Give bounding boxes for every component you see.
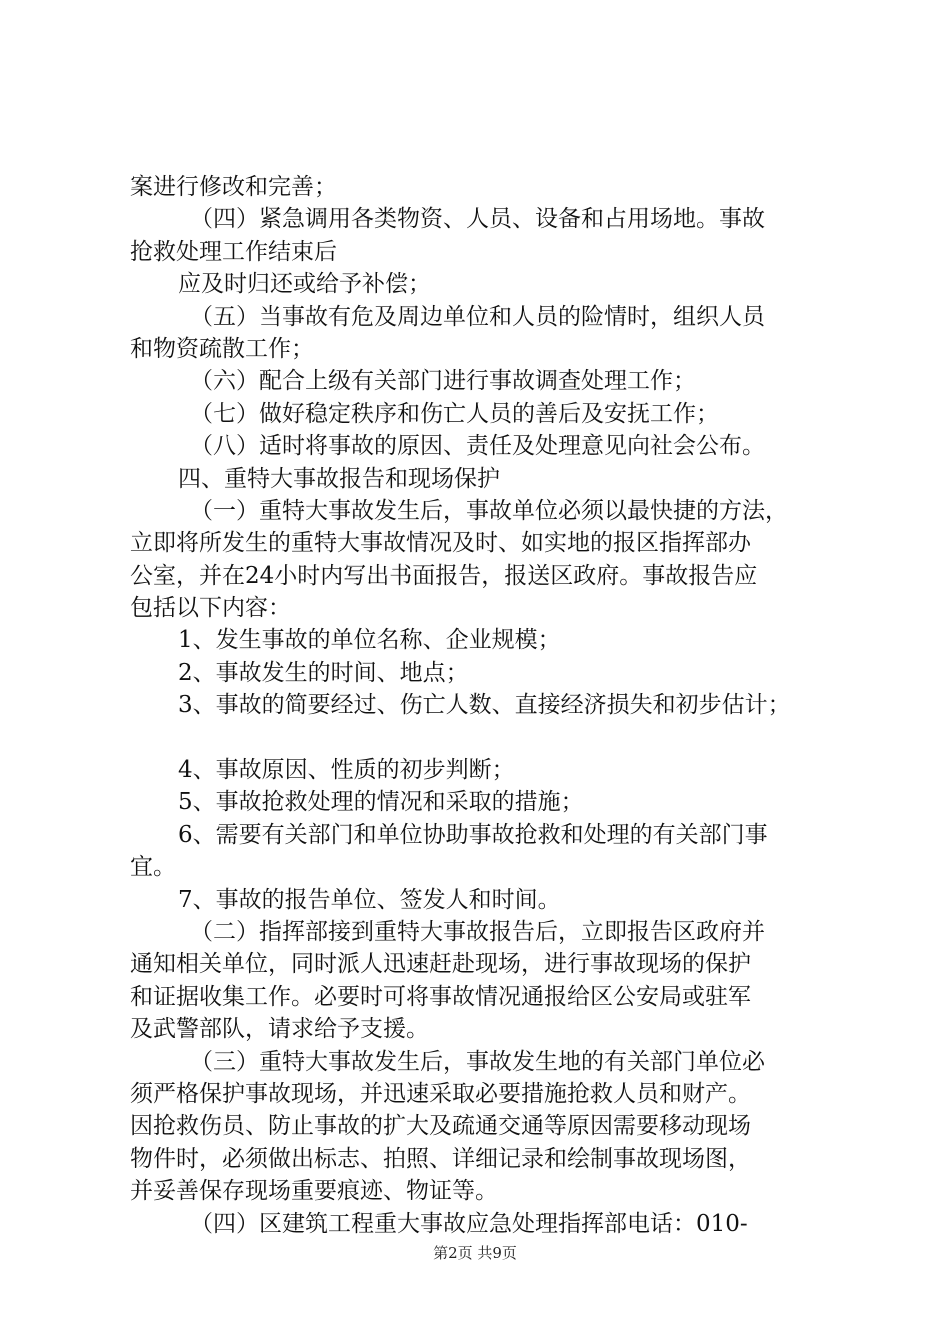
text-line: （四）区建筑工程重大事故应急处理指挥部电话：010-	[190, 1210, 748, 1237]
text-line: （二）指挥部接到重特大事故报告后，立即报告区政府并	[190, 918, 765, 945]
text-line: 通知相关单位，同时派人迅速赶赴现场，进行事故现场的保护	[130, 951, 751, 978]
text-line: 应及时归还或给予补偿；	[178, 271, 431, 298]
text-line: （五）当事故有危及周边单位和人员的险情时，组织人员	[190, 303, 765, 330]
text-line: 和物资疏散工作；	[130, 335, 314, 362]
blank-line	[130, 722, 840, 754]
text-line: 4、事故原因、性质的初步判断；	[178, 757, 515, 784]
document-body	[130, 171, 840, 1240]
text-line: 案进行修改和完善；	[130, 174, 337, 200]
text-line: （七）做好稳定秩序和伤亡人员的善后及安抚工作；	[190, 400, 719, 427]
text-line: （一）重特大事故发生后，事故单位必须以最快捷的方法，	[190, 497, 788, 524]
text-line: 及武警部队，请求给予支援。	[130, 1016, 429, 1043]
text-line: 6、需要有关部门和单位协助事故抢救和处理的有关部门事	[178, 821, 768, 848]
text-line: （四）紧急调用各类物资、人员、设备和占用场地。事故	[190, 206, 765, 233]
text-line: 须严格保护事故现场，并迅速采取必要措施抢救人员和财产。	[130, 1080, 751, 1107]
text-line: （八）适时将事故的原因、责任及处理意见向社会公布。	[190, 433, 765, 460]
text-line: 7、事故的报告单位、签发人和时间。	[178, 886, 561, 913]
text-line: 1、发生事故的单位名称、企业规模；	[178, 627, 561, 654]
text-line: 包括以下内容：	[130, 595, 291, 622]
text-line: 四、重特大事故报告和现场保护	[178, 465, 500, 492]
page-footer: 第2页 共9页	[433, 1244, 517, 1262]
text-line: 立即将所发生的重特大事故情况及时、如实地的报区指挥部办	[130, 530, 751, 557]
text-line: （三）重特大事故发生后，事故发生地的有关部门单位必	[190, 1048, 765, 1075]
text-line: 3、事故的简要经过、伤亡人数、直接经济损失和初步估计；	[178, 692, 791, 719]
text-line: 5、事故抢救处理的情况和采取的措施；	[178, 789, 584, 816]
text-line: 因抢救伤员、防止事故的扩大及疏通交通等原因需要移动现场	[130, 1113, 751, 1140]
text-line: 2、事故发生的时间、地点；	[178, 659, 469, 686]
text-line: 物件时，必须做出标志、拍照、详细记录和绘制事故现场图，	[130, 1145, 751, 1172]
text-line: 抢救处理工作结束后	[130, 238, 337, 265]
text-line: 宜。	[130, 854, 176, 881]
text-line: 公室，并在24小时内写出书面报告，报送区政府。事故报告应	[130, 562, 758, 589]
text-line: 并妥善保存现场重要痕迹、物证等。	[130, 1178, 498, 1205]
text-line: （六）配合上级有关部门进行事故调查处理工作；	[190, 368, 696, 395]
text-line: 和证据收集工作。必要时可将事故情况通报给区公安局或驻军	[130, 983, 751, 1010]
